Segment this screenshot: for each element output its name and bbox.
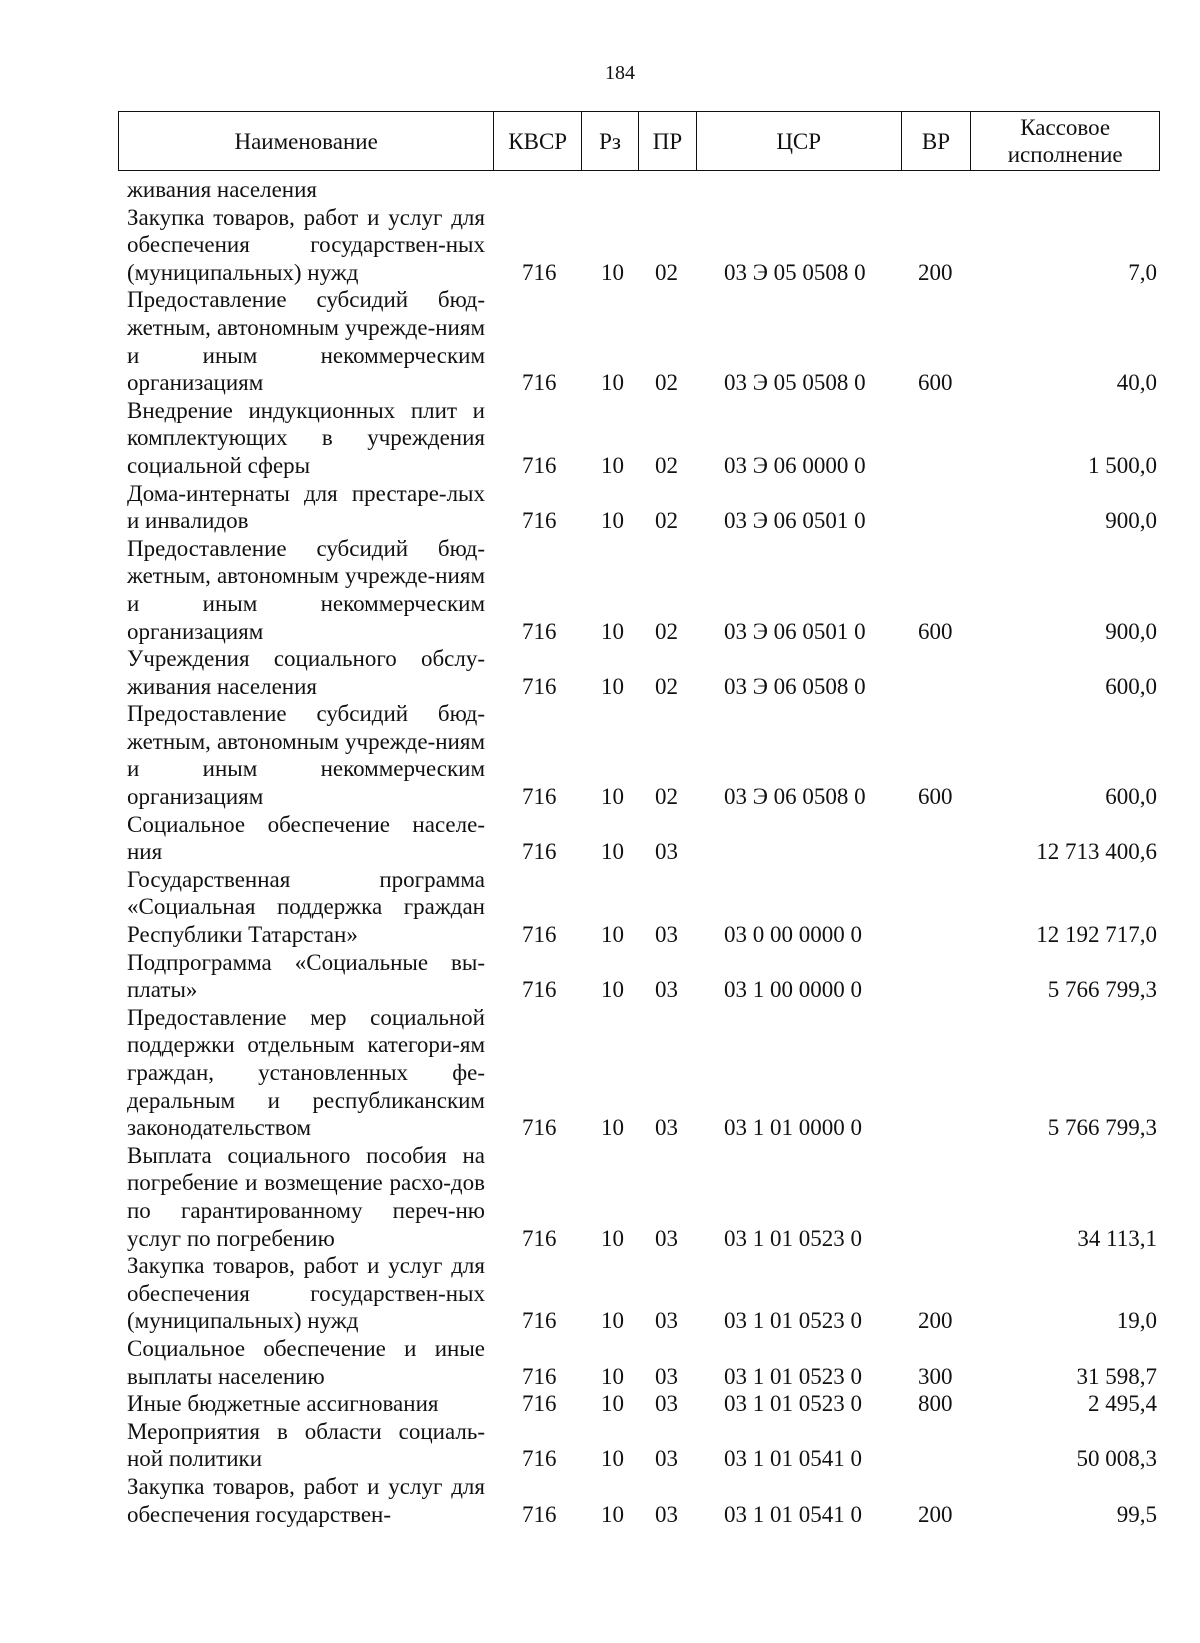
header-csr: ЦСР <box>697 112 902 170</box>
row-name: Подпрограмма «Социальные вы-платы» <box>127 949 485 1003</box>
row-amount: 12 192 717,0 <box>1036 922 1157 948</box>
row-amount: 12 713 400,6 <box>1036 839 1157 865</box>
row-kvsr: 716 <box>522 673 557 699</box>
row-csr: 03 1 01 0523 0 <box>724 1391 862 1417</box>
row-pr: 03 <box>655 1446 678 1472</box>
row-kvsr: 716 <box>522 1446 557 1472</box>
row-pr: 02 <box>655 370 678 396</box>
row-name: Мероприятия в области социаль-ной политики <box>127 1418 485 1472</box>
row-amount: 900,0 <box>1105 618 1157 644</box>
row-name: Закупка товаров, работ и услуг для обеспечения государствен-ных (муниципальных) нужд <box>127 204 485 285</box>
row-kvsr: 716 <box>522 1391 557 1417</box>
row-pr: 03 <box>655 1115 678 1141</box>
table-header <box>118 111 1160 171</box>
row-rz: 10 <box>601 1308 624 1334</box>
row-csr: 03 Э 06 0501 0 <box>724 618 866 644</box>
table-row <box>127 949 1157 1004</box>
header-pr: ПР <box>639 112 697 170</box>
table-row <box>127 700 1157 810</box>
row-rz: 10 <box>601 1115 624 1141</box>
row-vr: 600 <box>918 370 953 396</box>
row-kvsr: 716 <box>522 618 557 644</box>
row-csr: 03 Э 05 0508 0 <box>724 370 866 396</box>
row-pr: 02 <box>655 618 678 644</box>
row-name: Учреждения социального обслу-живания населения <box>127 646 485 699</box>
row-kvsr: 716 <box>522 922 557 948</box>
row-pr: 03 <box>655 1225 678 1251</box>
row-kvsr: 716 <box>522 784 557 810</box>
row-pr: 03 <box>655 1363 678 1389</box>
table-row <box>127 1418 1157 1473</box>
row-csr: 03 Э 06 0501 0 <box>724 508 866 534</box>
row-csr: 03 1 01 0000 0 <box>724 1115 862 1141</box>
row-name: Иные бюджетные ассигнования <box>127 1391 439 1417</box>
row-kvsr: 716 <box>522 1308 557 1334</box>
table-row <box>127 645 1157 700</box>
row-rz: 10 <box>601 1225 624 1251</box>
row-name: Государственная программа «Социальная поддержка граждан Республики Татарстан» <box>127 866 485 948</box>
row-vr: 800 <box>918 1391 953 1417</box>
table-row <box>127 1473 1157 1528</box>
row-amount: 7,0 <box>1128 259 1157 285</box>
row-amount: 31 598,7 <box>1076 1363 1157 1389</box>
row-pr: 02 <box>655 452 678 478</box>
row-kvsr: 716 <box>522 1115 557 1141</box>
row-pr: 03 <box>655 1391 678 1417</box>
row-name: Закупка товаров, работ и услуг для обеспечения государствен-ных (муниципальных) нужд <box>127 1253 485 1334</box>
row-pr: 02 <box>655 673 678 699</box>
header-name: Наименование <box>119 112 494 170</box>
row-rz: 10 <box>601 1501 624 1527</box>
row-pr: 03 <box>655 1308 678 1334</box>
header-kvsr: КВСР <box>494 112 582 170</box>
row-kvsr: 716 <box>522 259 557 285</box>
row-rz: 10 <box>601 452 624 478</box>
table-row <box>127 1335 1157 1390</box>
row-csr: 03 1 01 0541 0 <box>724 1501 862 1527</box>
row-vr: 300 <box>918 1363 953 1389</box>
row-csr: 03 1 01 0541 0 <box>724 1446 862 1472</box>
row-rz: 10 <box>601 784 624 810</box>
table-body <box>127 176 1157 1528</box>
row-rz: 10 <box>601 618 624 644</box>
row-amount: 99,5 <box>1116 1501 1157 1527</box>
header-vr: ВР <box>902 112 972 170</box>
row-name: Внедрение индукционных плит и комплектующих в учреждения социальной сферы <box>127 397 485 478</box>
row-kvsr: 716 <box>522 1363 557 1389</box>
row-rz: 10 <box>601 370 624 396</box>
row-kvsr: 716 <box>522 452 557 478</box>
row-csr: 03 Э 06 0508 0 <box>724 784 866 810</box>
row-amount: 40,0 <box>1116 370 1157 396</box>
table-row <box>127 480 1157 535</box>
table-row <box>127 1142 1157 1252</box>
row-vr: 600 <box>918 784 953 810</box>
row-name: Дома-интернаты для престаре-лых и инвалидов <box>127 480 485 534</box>
row-rz: 10 <box>601 977 624 1003</box>
row-amount: 600,0 <box>1105 784 1157 810</box>
row-rz: 10 <box>601 839 624 865</box>
row-amount: 600,0 <box>1105 673 1157 699</box>
row-csr: 03 1 01 0523 0 <box>724 1308 862 1334</box>
row-rz: 10 <box>601 673 624 699</box>
row-rz: 10 <box>601 1391 624 1417</box>
row-kvsr: 716 <box>522 977 557 1003</box>
table-row <box>127 1252 1157 1335</box>
row-name: живания населения <box>127 177 318 202</box>
row-kvsr: 716 <box>522 370 557 396</box>
row-rz: 10 <box>601 259 624 285</box>
row-amount: 5 766 799,3 <box>1047 977 1157 1003</box>
row-name: Выплата социального пособия на погребение и возмещение расхо-дов по гарантированному переч-ню услуг по погребению <box>127 1142 485 1251</box>
row-csr: 03 Э 05 0508 0 <box>724 259 866 285</box>
row-csr: 03 Э 06 0000 0 <box>724 452 866 478</box>
row-vr: 200 <box>918 259 953 285</box>
header-amount: Кассовое исполнение <box>1007 115 1123 167</box>
row-amount: 1 500,0 <box>1088 452 1157 478</box>
row-pr: 02 <box>655 508 678 534</box>
table-row <box>127 535 1157 645</box>
row-vr: 200 <box>918 1501 953 1527</box>
row-pr: 03 <box>655 1501 678 1527</box>
header-rz: Рз <box>582 112 639 170</box>
row-csr: 03 0 00 0000 0 <box>724 922 862 948</box>
row-name: Закупка товаров, работ и услуг для обеспечения государствен- <box>127 1473 485 1527</box>
row-rz: 10 <box>601 1363 624 1389</box>
row-csr: 03 1 01 0523 0 <box>724 1225 862 1251</box>
row-csr: 03 1 01 0523 0 <box>724 1363 862 1389</box>
table-row <box>127 286 1157 396</box>
table-row <box>127 204 1157 287</box>
table-row <box>127 1004 1157 1142</box>
row-name: Предоставление субсидий бюд-жетным, автономным учрежде-ниям и иным некоммерческим организациям <box>127 535 485 644</box>
table-row <box>127 397 1157 480</box>
table-row <box>127 811 1157 866</box>
row-amount: 5 766 799,3 <box>1047 1115 1157 1141</box>
row-kvsr: 716 <box>522 839 557 865</box>
row-name: Социальное обеспечение и иные выплаты населению <box>127 1335 485 1389</box>
row-vr: 600 <box>918 618 953 644</box>
page-number: 184 <box>605 62 635 84</box>
row-rz: 10 <box>601 1446 624 1472</box>
row-amount: 2 495,4 <box>1088 1391 1157 1417</box>
row-pr: 03 <box>655 839 678 865</box>
row-amount: 50 008,3 <box>1076 1446 1157 1472</box>
row-name: Социальное обеспечение населе-ния <box>127 811 485 865</box>
table-row <box>127 176 1157 204</box>
table-row <box>127 1390 1157 1418</box>
row-kvsr: 716 <box>522 1225 557 1251</box>
table-row <box>127 866 1157 949</box>
row-pr: 02 <box>655 259 678 285</box>
row-amount: 19,0 <box>1116 1308 1157 1334</box>
row-rz: 10 <box>601 508 624 534</box>
row-pr: 02 <box>655 784 678 810</box>
row-csr: 03 Э 06 0508 0 <box>724 673 866 699</box>
row-name: Предоставление субсидий бюд-жетным, автономным учрежде-ниям и иным некоммерческим организациям <box>127 287 485 396</box>
row-amount: 900,0 <box>1105 508 1157 534</box>
row-name: Предоставление мер социальной поддержки отдельным категори-ям граждан, установленных фе-деральным и республиканским законодательством <box>127 1004 485 1141</box>
row-pr: 03 <box>655 922 678 948</box>
row-rz: 10 <box>601 922 624 948</box>
row-csr: 03 1 00 0000 0 <box>724 977 862 1003</box>
row-pr: 03 <box>655 977 678 1003</box>
row-name: Предоставление субсидий бюд-жетным, автономным учрежде-ниям и иным некоммерческим организациям <box>127 701 485 810</box>
row-amount: 34 113,1 <box>1077 1225 1157 1251</box>
row-kvsr: 716 <box>522 508 557 534</box>
row-vr: 200 <box>918 1308 953 1334</box>
row-kvsr: 716 <box>522 1501 557 1527</box>
